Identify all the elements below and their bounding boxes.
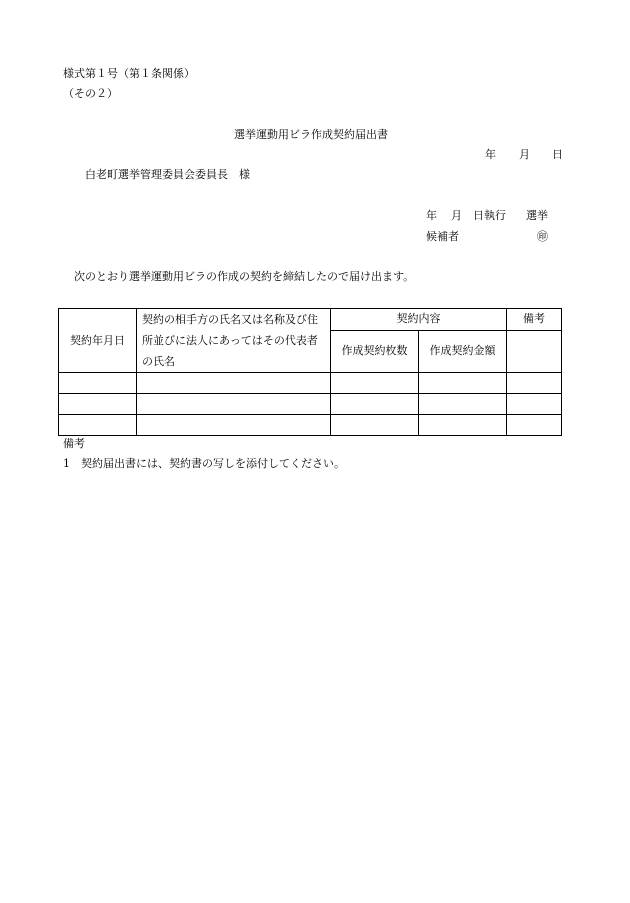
header-remarks: 備考 bbox=[507, 309, 562, 331]
cell-date[interactable] bbox=[59, 415, 137, 436]
form-number: 様式第１号（第１条関係） bbox=[63, 67, 195, 80]
table-row bbox=[59, 394, 562, 415]
election-month: 月 bbox=[451, 209, 462, 222]
seal-mark: ㊞ bbox=[537, 230, 548, 243]
form-sub-number: （その２） bbox=[63, 87, 118, 100]
header-contract-content: 契約内容 bbox=[331, 309, 507, 331]
cell-remarks[interactable] bbox=[507, 394, 562, 415]
cell-amount[interactable] bbox=[419, 373, 507, 394]
header-contract-party: 契約の相手方の氏名又は名称及び住所並びに法人にあってはその代表者の氏名 bbox=[137, 309, 331, 373]
election-label: 選挙 bbox=[526, 209, 548, 222]
notes-heading: 備考 bbox=[63, 437, 85, 450]
cell-amount[interactable] bbox=[419, 394, 507, 415]
cell-count[interactable] bbox=[331, 415, 419, 436]
cell-count[interactable] bbox=[331, 373, 419, 394]
statement: 次のとおり選挙運動用ビラの作成の契約を締結したので届け出ます。 bbox=[74, 270, 415, 283]
cell-amount[interactable] bbox=[419, 415, 507, 436]
date-month: 月 bbox=[519, 148, 530, 161]
election-day-executed: 日執行 bbox=[473, 209, 506, 222]
cell-date[interactable] bbox=[59, 394, 137, 415]
candidate-label: 候補者 bbox=[426, 230, 459, 243]
table-header-row bbox=[59, 309, 562, 331]
cell-date[interactable] bbox=[59, 373, 137, 394]
cell-party[interactable] bbox=[137, 373, 331, 394]
remarks-blank bbox=[507, 330, 562, 372]
note-item: 1 契約届出書には、契約書の写しを添付してください。 bbox=[63, 457, 345, 470]
cell-party[interactable] bbox=[137, 394, 331, 415]
cell-count[interactable] bbox=[331, 394, 419, 415]
date-day: 日 bbox=[552, 148, 563, 161]
table-row bbox=[59, 415, 562, 436]
table-row bbox=[59, 373, 562, 394]
header-contract-amount: 作成契約金額 bbox=[419, 330, 507, 372]
cell-remarks[interactable] bbox=[507, 373, 562, 394]
addressee: 白老町選挙管理委員会委員長 様 bbox=[85, 168, 250, 181]
header-contract-count: 作成契約枚数 bbox=[331, 330, 419, 372]
election-year: 年 bbox=[426, 209, 437, 222]
contract-table bbox=[58, 308, 562, 436]
date-year: 年 bbox=[485, 148, 496, 161]
cell-party[interactable] bbox=[137, 415, 331, 436]
document-title: 選挙運動用ビラ作成契約届出書 bbox=[234, 128, 388, 141]
header-contract-date: 契約年月日 bbox=[59, 309, 137, 373]
cell-remarks[interactable] bbox=[507, 415, 562, 436]
